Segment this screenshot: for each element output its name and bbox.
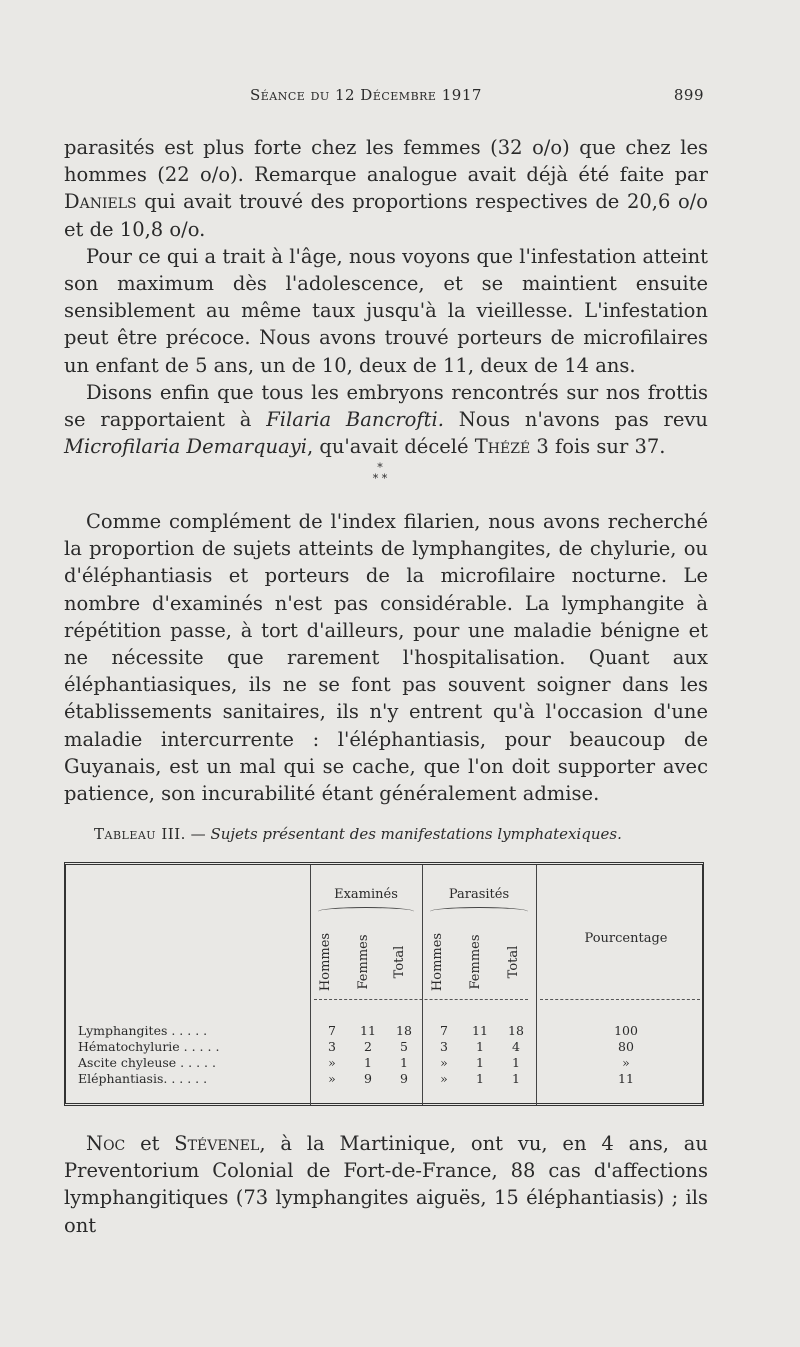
paragraph-3-text-d: 3 fois sur 37. xyxy=(530,435,666,459)
author-name-theze: Thézé xyxy=(474,435,531,459)
table-caption xyxy=(94,824,714,844)
group-header-examines: Examinés xyxy=(334,887,398,902)
cell-examines-total: 9 xyxy=(400,1071,408,1086)
col-header-parasites-femmes: Femmes xyxy=(468,934,483,990)
table-caption-dash: — xyxy=(185,825,211,843)
paragraph-1-text-b: qui avait trouvé des proportions respectives de 20,6 o/o et de 10,8 o/o. xyxy=(64,190,708,241)
author-name-daniels: Daniels xyxy=(64,190,137,214)
author-name-noc: Noc xyxy=(86,1132,126,1155)
species-microfilaria-demarquayi: Microfilaria Demarquayi xyxy=(64,435,307,459)
table-row xyxy=(66,1023,706,1039)
table-row xyxy=(66,1071,706,1087)
row-label: Eléphantiasis. . . . . . xyxy=(78,1071,208,1086)
cell-pourcentage: » xyxy=(622,1055,630,1070)
cell-examines-femmes: 11 xyxy=(360,1023,376,1038)
cell-examines-femmes: 2 xyxy=(364,1039,372,1054)
data-table xyxy=(64,862,704,1106)
cell-examines-hommes: 3 xyxy=(328,1039,336,1054)
header-separator xyxy=(314,999,528,1001)
col-header-parasites-total: Total xyxy=(506,945,521,979)
cell-examines-total: 1 xyxy=(400,1055,408,1070)
brace-examines xyxy=(318,907,414,916)
cell-examines-hommes: » xyxy=(328,1055,336,1070)
table-row xyxy=(66,1055,706,1071)
cell-parasites-hommes: » xyxy=(440,1055,448,1070)
cell-parasites-femmes: 1 xyxy=(476,1039,484,1054)
cell-parasites-total: 1 xyxy=(512,1055,520,1070)
cell-parasites-total: 4 xyxy=(512,1039,520,1054)
running-title: Séance du 12 Décembre 1917 xyxy=(250,86,482,104)
cell-examines-hommes: » xyxy=(328,1071,336,1086)
cell-examines-hommes: 7 xyxy=(328,1023,336,1038)
species-filaria-bancrofti: Filaria Bancrofti. xyxy=(266,408,444,432)
cell-parasites-hommes: » xyxy=(440,1071,448,1086)
group-header-parasites: Parasités xyxy=(448,887,510,902)
cell-examines-femmes: 1 xyxy=(364,1055,372,1070)
paragraph-1-text-a: parasités est plus forte chez les femmes (32 o/o) que chez les hommes (22 o/o). Remarque analogue avait déjà été faite par xyxy=(64,136,708,187)
cell-pourcentage: 80 xyxy=(618,1039,634,1054)
text-block-bottom xyxy=(64,1130,708,1239)
text-block-top xyxy=(64,134,708,460)
col-header-examines-hommes: Hommes xyxy=(318,932,333,992)
col-header-examines-femmes: Femmes xyxy=(356,934,371,990)
col-header-pourcentage: Pourcentage xyxy=(584,931,668,946)
table-caption-label: Tableau III. xyxy=(94,825,186,843)
cell-parasites-femmes: 1 xyxy=(476,1055,484,1070)
table-caption-title: Sujets présentant des manifestations lymphatexiques. xyxy=(210,825,622,843)
table-row xyxy=(66,1039,706,1055)
paragraph-4: Comme complément de l'index filarien, nous avons recherché la proportion de sujets atteints de lymphangites, de chylurie, ou d'éléphantiasis et porteurs de la microfilaire nocturne. Le nombre d'examinés n'est pas considérable. La lymphangite à répétition passe, à tort d'ailleurs, pour une maladie bénigne et ne nécessite que rarement l'hospitalisation. Quant aux éléphantiasiques, ils ne se font pas souvent soigner dans les établissements sanitaires, ils n'y entrent qu'à l'occasion d'une maladie intercurrente : l'éléphantiasis, pour beaucoup de Guyanais, est un mal qui se cache, que l'on doit supporter avec patience, son incurabilité étant généralement admise. xyxy=(64,510,708,806)
paragraph-1 xyxy=(64,134,708,243)
text-block-middle xyxy=(64,508,708,807)
page-header xyxy=(60,86,704,112)
asterism-top: * xyxy=(377,461,383,474)
cell-parasites-total: 1 xyxy=(512,1071,520,1086)
asterism-bottom: * * xyxy=(372,472,388,485)
section-asterism xyxy=(350,462,410,484)
paragraph-5 xyxy=(64,1130,708,1239)
row-label: Ascite chyleuse . . . . . xyxy=(78,1055,216,1070)
cell-parasites-femmes: 11 xyxy=(472,1023,488,1038)
paragraph-3-text-a: Disons enfin que tous les embryons rencontrés sur nos frottis se rapportaient à xyxy=(64,380,708,432)
cell-examines-femmes: 9 xyxy=(364,1071,372,1086)
cell-parasites-hommes: 7 xyxy=(440,1023,448,1038)
cell-examines-total: 18 xyxy=(396,1023,412,1038)
author-name-stevenel: Stévenel xyxy=(174,1132,260,1155)
cell-parasites-hommes: 3 xyxy=(440,1039,448,1054)
cell-examines-total: 5 xyxy=(400,1039,408,1054)
cell-pourcentage: 11 xyxy=(618,1071,634,1086)
row-label: Hématochylurie . . . . . xyxy=(78,1039,220,1054)
cell-parasites-femmes: 1 xyxy=(476,1071,484,1086)
page-number: 899 xyxy=(673,86,704,104)
cell-parasites-total: 18 xyxy=(508,1023,524,1038)
paragraph-3 xyxy=(64,379,708,461)
paragraph-3-text-c: , qu'avait décelé xyxy=(306,435,475,459)
brace-parasites xyxy=(430,907,528,916)
paragraph-5-text: , à la Martinique, ont vu, en 4 ans, au Preventorium Colonial de Fort-de-France, 88 cas d'affections lymphangitiques (73 lymphangites aiguës, 15 éléphantiasis) ; ils ont xyxy=(64,1132,708,1237)
cell-pourcentage: 100 xyxy=(614,1023,638,1038)
paragraph-3-text-b: Nous n'avons pas revu xyxy=(443,408,708,432)
row-label: Lymphangites . . . . . xyxy=(78,1023,208,1038)
col-header-parasites-hommes: Hommes xyxy=(430,932,445,992)
paragraph-5-conjunction: et xyxy=(125,1132,175,1155)
header-separator xyxy=(540,999,700,1001)
col-header-examines-total: Total xyxy=(392,945,407,979)
table-body xyxy=(66,865,702,1103)
paragraph-2: Pour ce qui a trait à l'âge, nous voyons que l'infestation atteint son maximum dès l'adolescence, et se maintient ensuite sensiblement au même taux jusqu'à la vieillesse. L'infestation peut être précoce. Nous avons trouvé porteurs de microfilaires un enfant de 5 ans, un de 10, deux de 11, deux de 14 ans. xyxy=(64,244,708,377)
